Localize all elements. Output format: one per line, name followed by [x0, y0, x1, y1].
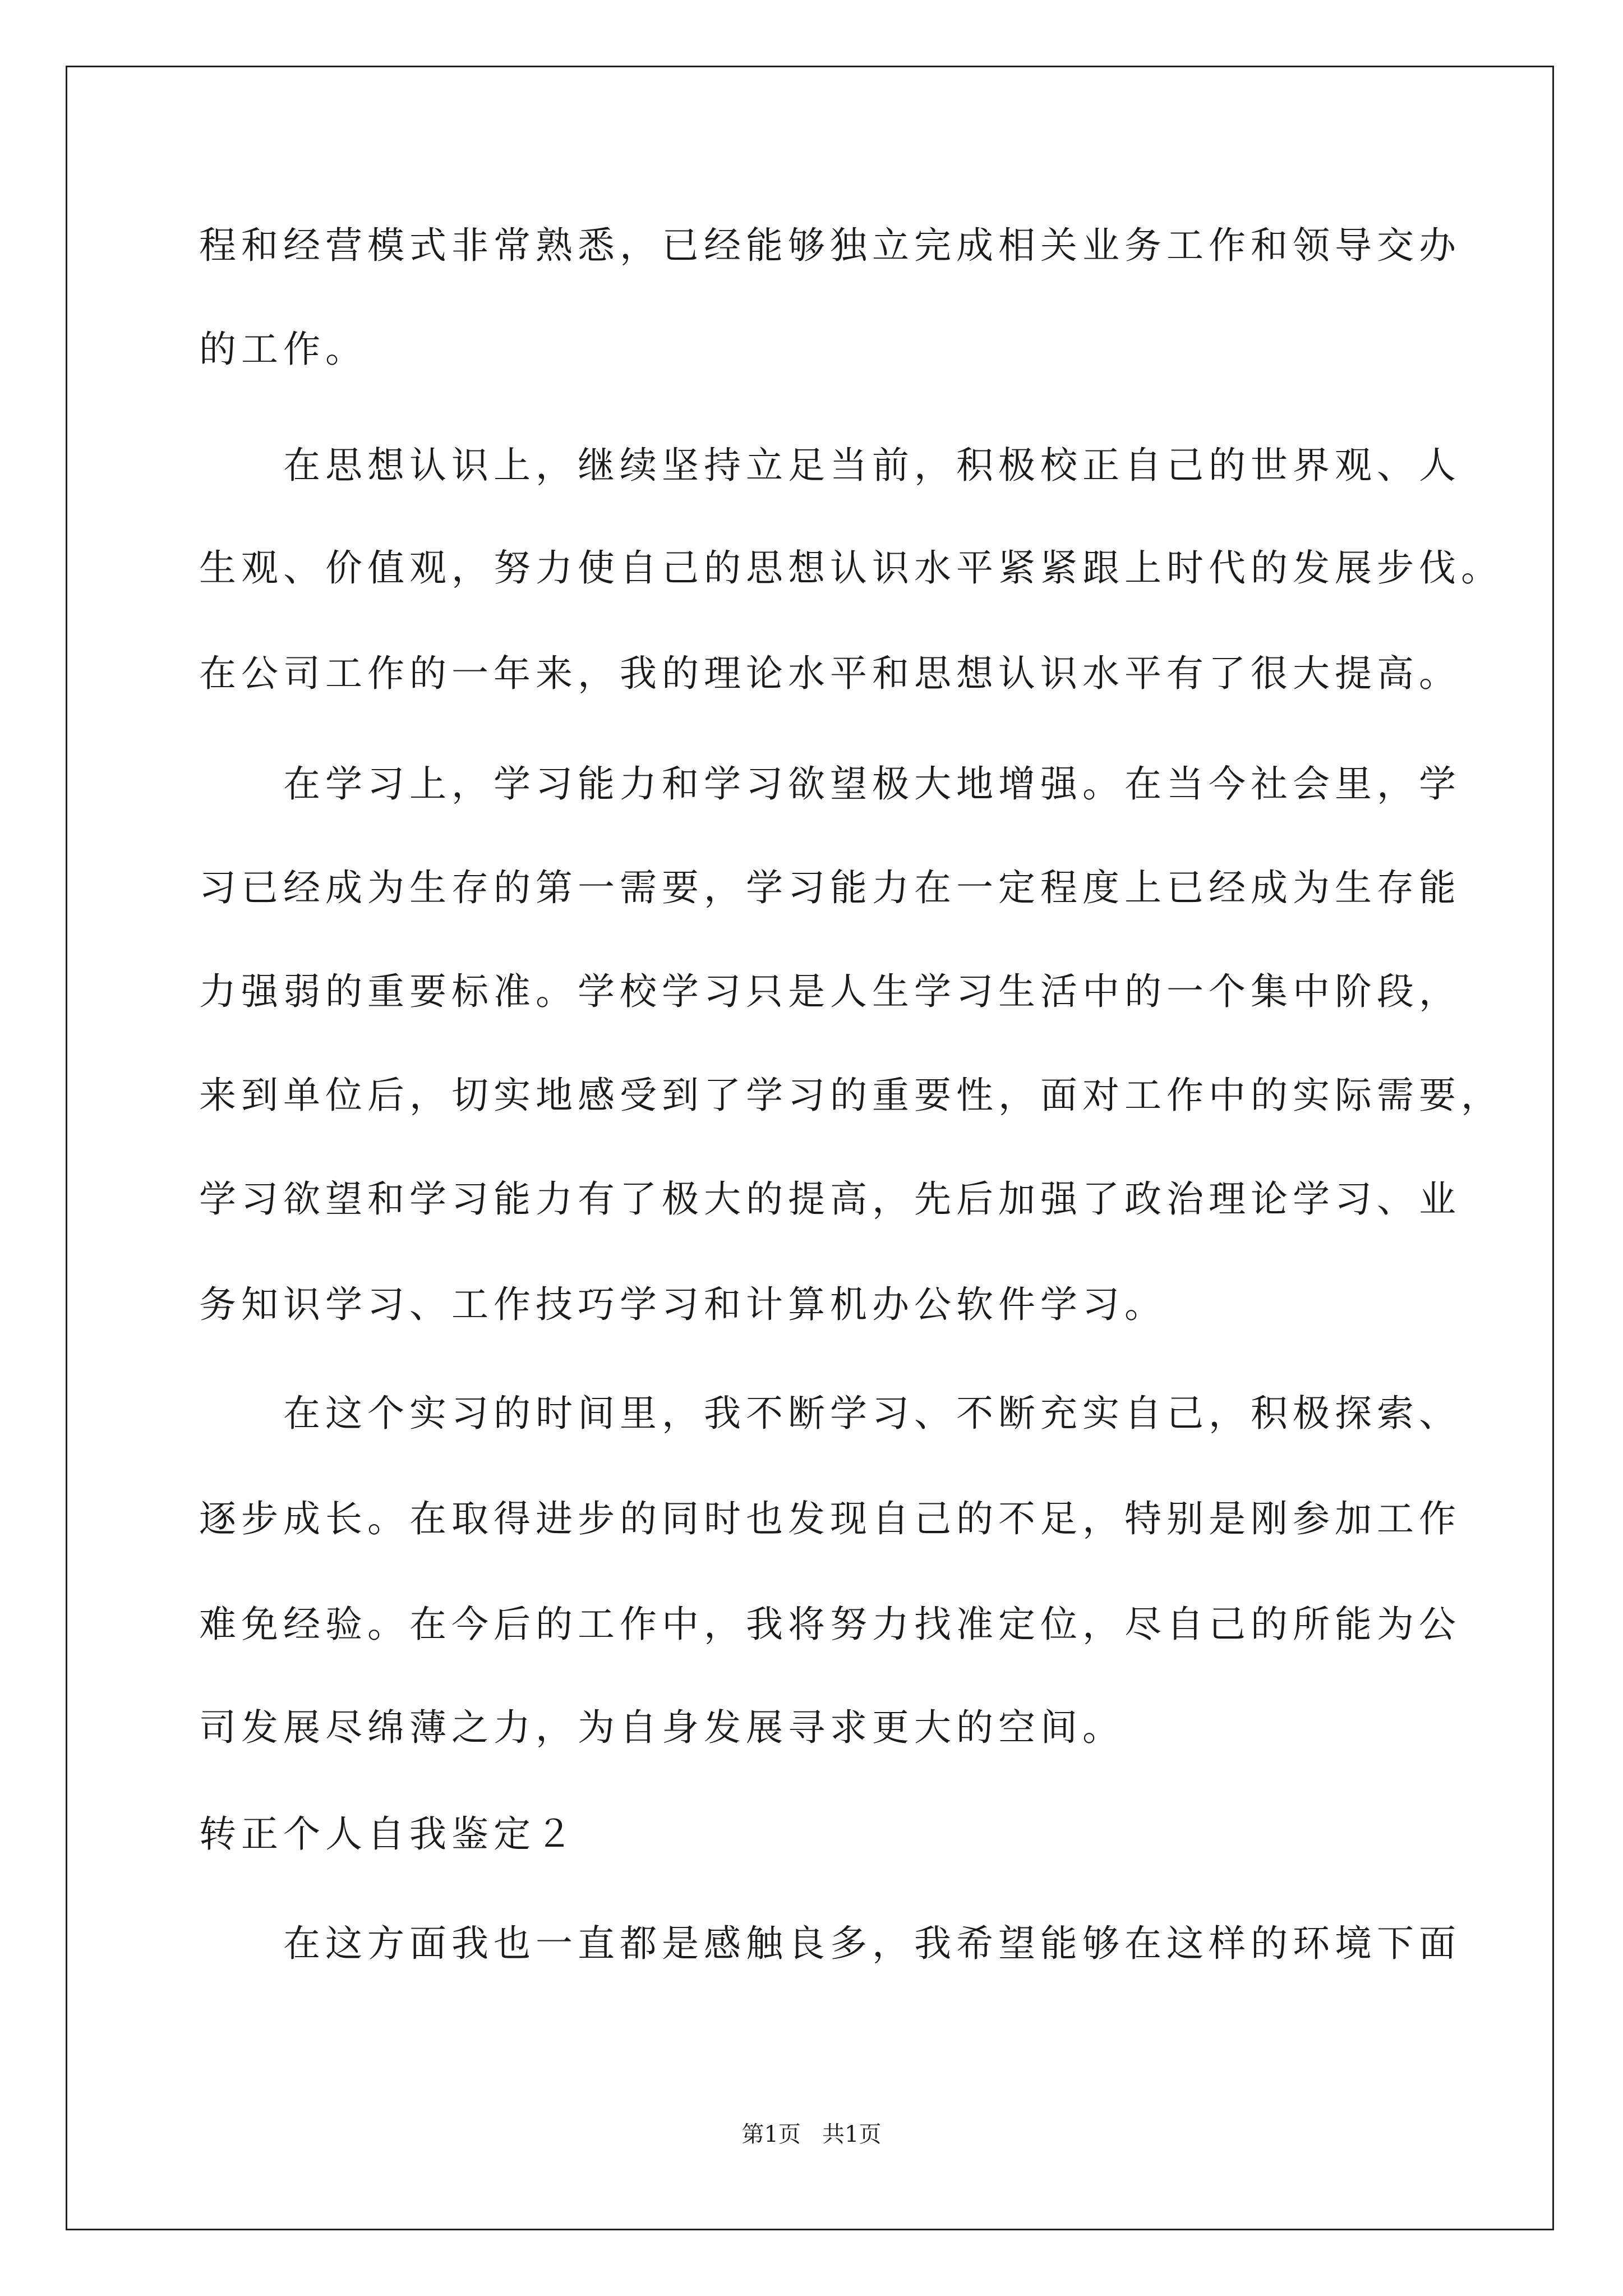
paragraph-line: 在公司工作的一年来，我的理论水平和思想认识水平有了很大提高。	[199, 652, 1461, 695]
paragraph-line: 在学习上，学习能力和学习欲望极大地增强。在当今社会里，学	[283, 762, 1461, 806]
paragraph-line: 力强弱的重要标准。学校学习只是人生学习生活中的一个集中阶段，	[199, 970, 1461, 1013]
paragraph-line: 难免经验。在今后的工作中，我将努力找准定位，尽自己的所能为公	[199, 1603, 1461, 1646]
paragraph-line: 学习欲望和学习能力有了极大的提高，先后加强了政治理论学习、业	[199, 1177, 1461, 1221]
page-footer: 第1页 共1页	[741, 2122, 882, 2147]
page-border	[66, 66, 1554, 2230]
section-heading: 转正个人自我鉴定２	[199, 1812, 578, 1856]
paragraph-line: 生观、价值观，努力使自己的思想认识水平紧紧跟上时代的发展步伐。	[199, 546, 1503, 590]
paragraph-line: 习已经成为生存的第一需要，学习能力在一定程度上已经成为生存能	[199, 866, 1461, 909]
paragraph-line: 在这方面我也一直都是感触良多，我希望能够在这样的环境下面	[283, 1922, 1461, 1965]
paragraph-line: 司发展尽绵薄之力，为自身发展寻求更大的空间。	[199, 1706, 1124, 1749]
paragraph-line: 来到单位后，切实地感受到了学习的重要性，面对工作中的实际需要，	[199, 1074, 1503, 1117]
paragraph-line: 程和经营模式非常熟悉，已经能够独立完成相关业务工作和领导交办	[199, 224, 1461, 267]
paragraph-line: 逐步成长。在取得进步的同时也发现自己的不足，特别是刚参加工作	[199, 1497, 1461, 1540]
paragraph-line: 在思想认识上，继续坚持立足当前，积极校正自己的世界观、人	[283, 444, 1461, 487]
paragraph-line: 在这个实习的时间里，我不断学习、不断充实自己，积极探索、	[283, 1392, 1461, 1435]
paragraph-line: 务知识学习、工作技巧学习和计算机办公软件学习。	[199, 1283, 1166, 1326]
paragraph-line: 的工作。	[199, 328, 367, 371]
